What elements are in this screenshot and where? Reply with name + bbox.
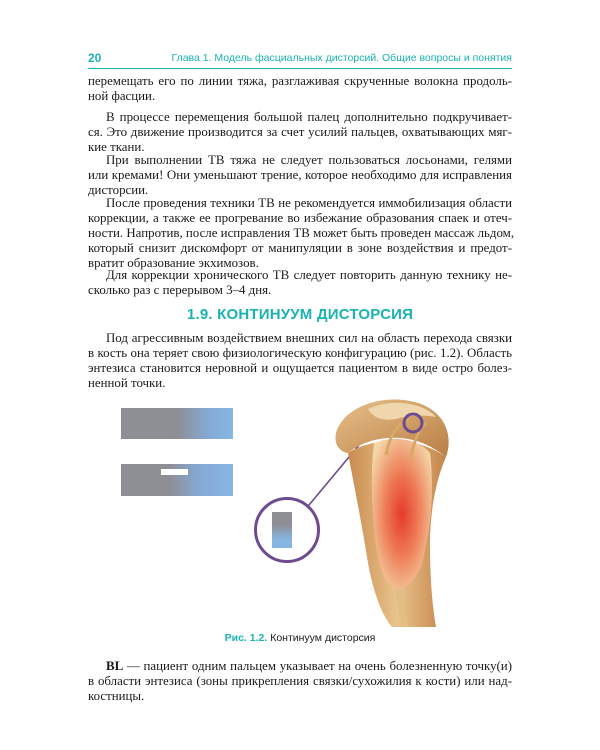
text-line: энтезиса становится неровной и ощущается пациентом в виде остро болез- — [88, 361, 512, 375]
text-line: костницы. — [88, 689, 145, 703]
running-head: Глава 1. Модель фасциальных дисторсий. Общие вопросы и понятия — [171, 52, 512, 64]
text-line: в области энтезиса (зоны прикрепления связки/сухожилия к кости) или над- — [88, 674, 512, 688]
text-line — [106, 659, 512, 674]
term-bl: BL — [106, 659, 124, 673]
text-line: кие ткани. — [88, 140, 145, 154]
text-line: коррекции, а также ее прогревание во избежание образования спаек и отеч- — [88, 211, 512, 225]
page-header — [88, 51, 512, 69]
header-rule — [88, 68, 512, 69]
text-line: или кремами! Они уменьшают трение, которое необходимо для исправления — [88, 168, 512, 182]
text-fragment: — пациент одним пальцем указывает на очень болезненную точку(и) — [123, 659, 512, 673]
caption-label: Рис. 1.2. — [224, 632, 268, 644]
zoom-detail-bar — [272, 512, 292, 548]
text-line: Под агрессивным воздействием внешних сил на область перехода связки — [106, 331, 512, 345]
text-line: ной фасции. — [88, 89, 156, 103]
text-line: дисторсии. — [88, 183, 149, 197]
text-line: ся. Это движение производится за счет усилий пальцев, охватывающих мяг- — [88, 125, 512, 139]
page-number: 20 — [88, 51, 102, 65]
arm-illustration — [326, 395, 496, 627]
text-line: ности. Напротив, после исправления ТВ может быть проведен массаж льдом, — [88, 226, 515, 240]
bone-ligament-bar-normal — [121, 408, 233, 439]
text-line: В процессе перемещения большой палец дополнительно подкручивает- — [106, 110, 512, 124]
text-line: который снизит дискомфорт от манипуляции в зоне воздействия и предот- — [88, 241, 512, 255]
text-line: Для коррекции хронического ТВ следует повторить данную технику не- — [106, 268, 512, 282]
text-line: При выполнении ТВ тяжа не следует пользоваться лосьонами, гелями — [106, 153, 512, 167]
caption-text: Континуум дисторсия — [267, 632, 376, 644]
section-title: 1.9. КОНТИНУУМ ДИСТОРСИЯ — [186, 306, 414, 323]
text-line: перемещать его по линии тяжа, разглаживая скрученные волокна продоль- — [88, 74, 512, 88]
text-line: сколько раз с перерывом 3–4 дня. — [88, 283, 272, 297]
figure-caption — [88, 632, 512, 644]
text-line: в кость она теряет свою физиологическую конфигурацию (рис. 1.2). Область — [88, 346, 512, 360]
bar-notch — [161, 469, 188, 475]
text-line: После проведения техники ТВ не рекомендуется иммобилизация области — [106, 196, 512, 210]
figure-continuum-distortion — [88, 395, 512, 627]
text-line: вратит образование экхимозов. — [88, 256, 259, 270]
text-line: ненной точки. — [88, 376, 166, 390]
